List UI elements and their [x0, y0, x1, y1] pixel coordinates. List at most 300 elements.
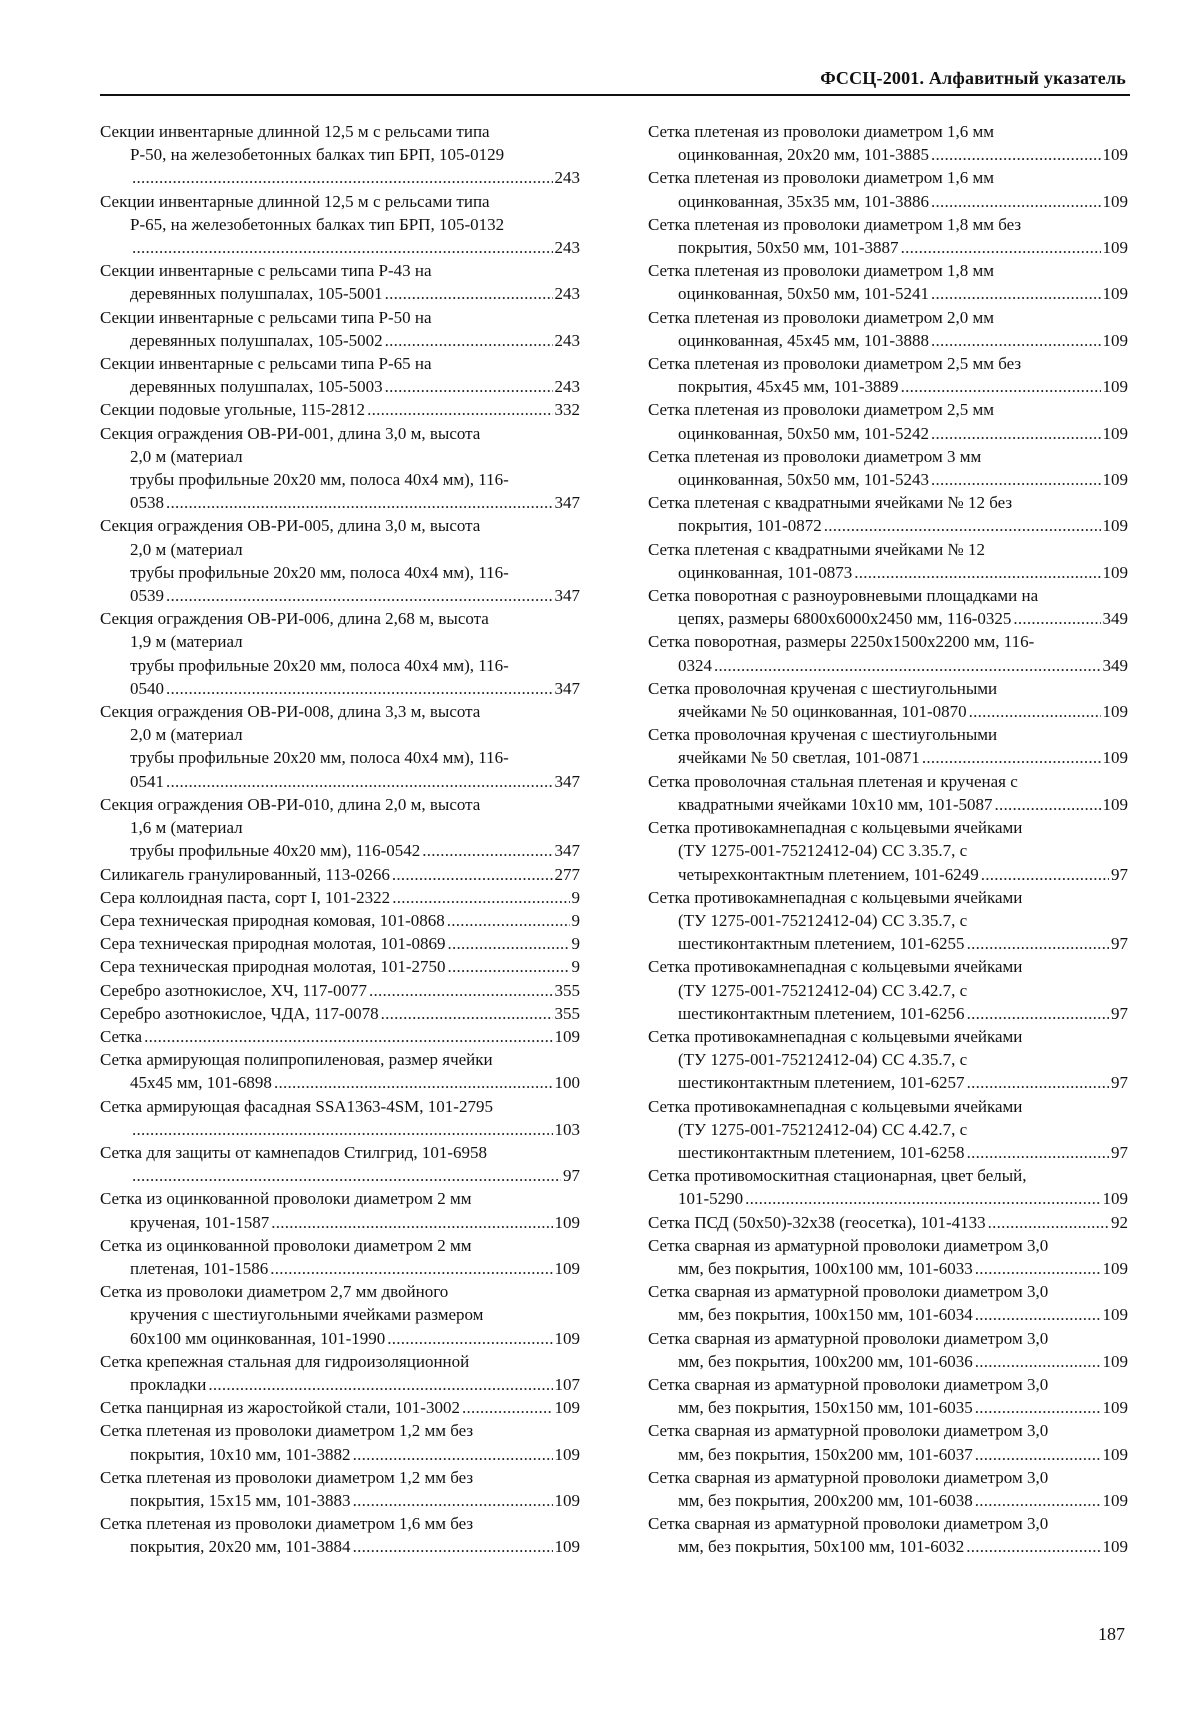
entry-title-line: Сетка из проволоки диаметром 2,7 мм двойного [100, 1282, 449, 1302]
entry-title-line: Сетка поворотная, размеры 2250х1500х2200 мм, 116- [648, 632, 1035, 652]
entry-page-ref: 109 [1102, 1444, 1128, 1464]
entry-page-ref: 347 [554, 678, 580, 698]
index-entry [648, 630, 1128, 676]
entry-title-line: Сетка проволочная стальная плетеная и крученая с [648, 771, 1018, 791]
entry-page-ref: 347 [554, 493, 580, 513]
dot-leader [270, 1257, 552, 1280]
dot-leader [392, 886, 569, 909]
entry-continuation-line: кручения с шестиугольными ячейками размером [130, 1305, 484, 1325]
entry-leader-line [100, 398, 580, 421]
entry-tail-text: Силикагель гранулированный, 113-0266 [100, 864, 390, 884]
index-entry [648, 584, 1128, 630]
entry-tail-text: шестиконтактным плетением, 101-6255 [678, 934, 965, 954]
entry-page-ref: 109 [1102, 1398, 1128, 1418]
dot-leader [271, 1211, 552, 1234]
entry-page-ref: 9 [571, 887, 580, 907]
entry-tail-text: прокладки [130, 1374, 207, 1394]
entry-tail-text: мм, без покрытия, 150х200 мм, 101-6037 [678, 1444, 973, 1464]
index-entry [100, 932, 580, 955]
entry-page-ref: 332 [554, 400, 580, 420]
entry-page-ref: 109 [1102, 1490, 1128, 1510]
dot-leader [714, 654, 1101, 677]
entry-tail-text: Сера техническая природная комовая, 101-0868 [100, 910, 445, 930]
entry-tail-text: ячейками № 50 оцинкованная, 101-0870 [678, 702, 967, 722]
entry-title-line: Сетка крепежная стальная для гидроизоляционной [100, 1351, 470, 1371]
index-entry [100, 1512, 580, 1558]
entry-tail-text: Серебро азотнокислое, ХЧ, 117-0077 [100, 980, 367, 1000]
entry-page-ref: 9 [571, 910, 580, 930]
index-column-left [100, 120, 580, 1559]
entry-page-ref: 349 [1102, 655, 1128, 675]
index-entry [648, 445, 1128, 491]
dot-leader [824, 514, 1101, 537]
entry-title-line: Секции инвентарные с рельсами типа Р-50 на [100, 307, 432, 327]
index-entry [100, 1025, 580, 1048]
entry-title-line: Сетка плетеная из проволоки диаметром 1,8 мм [648, 261, 995, 281]
index-entry [100, 1419, 580, 1465]
entry-leader-line [648, 1350, 1128, 1373]
index-entry [100, 955, 580, 978]
dot-leader [166, 491, 553, 514]
entry-continuation-line: 1,6 м (материал [130, 818, 243, 838]
entry-leader-line [648, 236, 1128, 259]
entry-page-ref: 109 [1102, 238, 1128, 258]
entry-title-line: Секции инвентарные длинной 12,5 м с рельсами типа [100, 191, 490, 211]
entry-page-ref: 109 [1102, 748, 1128, 768]
entry-tail-text: трубы профильные 40х20 мм), 116-0542 [130, 841, 421, 861]
index-entry [100, 1466, 580, 1512]
entry-title-line: Сетка противокамнепадная с кольцевыми ячейками [648, 1096, 1023, 1116]
entry-page-ref: 109 [554, 1328, 580, 1348]
entry-leader-line [648, 1396, 1128, 1419]
entry-page-ref: 92 [1111, 1212, 1128, 1232]
entry-leader-line [648, 329, 1128, 352]
entry-leader-line [100, 955, 580, 978]
dot-leader [981, 863, 1109, 886]
index-entry [100, 886, 580, 909]
entry-page-ref: 107 [554, 1374, 580, 1394]
dot-leader [975, 1489, 1101, 1512]
entry-page-ref: 349 [1102, 609, 1128, 629]
index-entry [100, 863, 580, 886]
entry-page-ref: 109 [1102, 1189, 1128, 1209]
entry-leader-line [648, 468, 1128, 491]
entry-leader-line [100, 584, 580, 607]
dot-leader [447, 909, 570, 932]
entry-title-line: Сетка сварная из арматурной проволоки диаметром 3,0 [648, 1421, 1049, 1441]
index-entry [648, 1164, 1128, 1210]
entry-page-ref: 109 [554, 1490, 580, 1510]
entry-page-ref: 243 [554, 330, 580, 350]
dot-leader [353, 1443, 553, 1466]
entry-leader-line [100, 1327, 580, 1350]
entry-title-line: Сетка плетеная с квадратными ячейками № 12 [648, 539, 985, 559]
entry-leader-line [100, 1257, 580, 1280]
entry-page-ref: 9 [571, 934, 580, 954]
entry-continuation-line: Р-65, на железобетонных балках тип БРП, 105-0132 [130, 214, 505, 234]
entry-title-line: Сетка плетеная из проволоки диаметром 2,5 мм без [648, 354, 1022, 374]
entry-leader-line [648, 932, 1128, 955]
index-entry [648, 1234, 1128, 1280]
entry-title-line: Сетка противокамнепадная с кольцевыми ячейками [648, 957, 1023, 977]
entry-tail-text: мм, без покрытия, 100х100 мм, 101-6033 [678, 1258, 973, 1278]
entry-page-ref: 347 [554, 586, 580, 606]
entry-tail-text: деревянных полушпалах, 105-5003 [130, 377, 383, 397]
entry-leader-line [648, 1071, 1128, 1094]
entry-tail-text: крученая, 101-1587 [130, 1212, 270, 1232]
entry-leader-line [100, 491, 580, 514]
entry-tail-text: покрытия, 10х10 мм, 101-3882 [130, 1444, 351, 1464]
entry-title-line: Сетка плетеная из проволоки диаметром 1,6 мм [648, 168, 995, 188]
entry-tail-text: 60х100 мм оцинкованная, 101-1990 [130, 1328, 386, 1348]
dot-leader [385, 375, 553, 398]
entry-leader-line [100, 1373, 580, 1396]
entry-tail-text: мм, без покрытия, 100х150 мм, 101-6034 [678, 1305, 973, 1325]
entry-tail-text: мм, без покрытия, 200х200 мм, 101-6038 [678, 1490, 973, 1510]
index-entry [100, 306, 580, 352]
entry-leader-line [100, 1211, 580, 1234]
entry-page-ref: 355 [554, 1003, 580, 1023]
entry-title-line: Сетка сварная из арматурной проволоки диаметром 3,0 [648, 1467, 1049, 1487]
entry-tail-text: оцинкованная, 101-0873 [678, 562, 853, 582]
dot-leader [385, 329, 553, 352]
entry-tail-text: оцинкованная, 35х35 мм, 101-3886 [678, 191, 930, 211]
entry-title-line: Сетка из оцинкованной проволоки диаметром 2 мм [100, 1189, 472, 1209]
entry-title-line: Сетка армирующая полипропиленовая, размер ячейки [100, 1050, 493, 1070]
dot-leader [967, 1141, 1109, 1164]
page-header [100, 64, 1130, 96]
index-entry [100, 1187, 580, 1233]
entry-page-ref: 109 [1102, 1351, 1128, 1371]
index-entry [648, 723, 1128, 769]
dot-leader [274, 1071, 553, 1094]
entry-page-ref: 109 [1102, 562, 1128, 582]
entry-leader-line [648, 700, 1128, 723]
entry-page-ref: 97 [563, 1166, 580, 1186]
dot-leader [931, 282, 1100, 305]
entry-leader-line [100, 1071, 580, 1094]
entry-page-ref: 109 [1102, 377, 1128, 397]
entry-title-line: Секции инвентарные с рельсами типа Р-65 на [100, 354, 432, 374]
index-column-right [648, 120, 1128, 1559]
index-entry [648, 955, 1128, 1025]
entry-continuation-line: (ТУ 1275-001-75212412-04) СС 3.35.7, с [678, 910, 968, 930]
dot-leader [1013, 607, 1100, 630]
entry-leader-line [100, 166, 580, 189]
index-entry [648, 1280, 1128, 1326]
entry-page-ref: 243 [554, 238, 580, 258]
dot-leader [166, 677, 553, 700]
entry-title-line: Сетка плетеная из проволоки диаметром 3 мм [648, 446, 982, 466]
index-entry [648, 1327, 1128, 1373]
entry-title-line: Сетка сварная из арматурной проволоки диаметром 3,0 [648, 1514, 1049, 1534]
dot-leader [931, 190, 1100, 213]
dot-leader [381, 1002, 553, 1025]
dot-leader [901, 375, 1101, 398]
entry-tail-text: Сетка [100, 1026, 143, 1046]
entry-title-line: Сетка плетеная из проволоки диаметром 2,5 мм [648, 400, 995, 420]
entry-page-ref: 243 [554, 168, 580, 188]
entry-page-ref: 347 [554, 841, 580, 861]
entry-title-line: Сетка противокамнепадная с кольцевыми ячейками [648, 887, 1023, 907]
dot-leader [967, 932, 1109, 955]
index-entry [648, 1373, 1128, 1419]
entry-leader-line [100, 932, 580, 955]
entry-tail-text: 0539 [130, 586, 164, 606]
entry-tail-text: Сетка ПСД (50х50)-32х38 (геосетка), 101-4133 [648, 1212, 986, 1232]
entry-leader-line [100, 677, 580, 700]
index-entry [100, 607, 580, 700]
entry-leader-line [100, 979, 580, 1002]
entry-leader-line [648, 746, 1128, 769]
entry-tail-text: четырехконтактным плетением, 101-6249 [678, 864, 979, 884]
dot-leader [392, 863, 553, 886]
dot-leader [353, 1535, 553, 1558]
entry-page-ref: 277 [554, 864, 580, 884]
index-entry [100, 120, 580, 190]
entry-leader-line [648, 422, 1128, 445]
entry-leader-line [100, 1443, 580, 1466]
index-entry [100, 514, 580, 607]
entry-page-ref: 355 [554, 980, 580, 1000]
dot-leader [988, 1211, 1109, 1234]
entry-page-ref: 109 [1102, 1305, 1128, 1325]
entry-title-line: Сетка из оцинкованной проволоки диаметром 2 мм [100, 1235, 472, 1255]
entry-title-line: Сетка сварная из арматурной проволоки диаметром 3,0 [648, 1328, 1049, 1348]
entry-leader-line [648, 190, 1128, 213]
entry-tail-text: Серебро азотнокислое, ЧДА, 117-0078 [100, 1003, 379, 1023]
index-entry [648, 1419, 1128, 1465]
entry-leader-line [100, 886, 580, 909]
entry-leader-line [648, 282, 1128, 305]
entry-leader-line [648, 1535, 1128, 1558]
entry-title-line: Сетка плетеная из проволоки диаметром 1,2 мм без [100, 1467, 474, 1487]
entry-title-line: Сетка проволочная крученая с шестиугольными [648, 678, 998, 698]
entry-continuation-line: (ТУ 1275-001-75212412-04) СС 3.35.7, с [678, 841, 968, 861]
index-entry [648, 1095, 1128, 1165]
entry-leader-line [100, 839, 580, 862]
index-entry [648, 677, 1128, 723]
entry-page-ref: 109 [1102, 470, 1128, 490]
index-entry [100, 793, 580, 863]
entry-tail-text: покрытия, 50х50 мм, 101-3887 [678, 238, 899, 258]
entry-continuation-line: (ТУ 1275-001-75212412-04) СС 4.42.7, с [678, 1119, 968, 1139]
entry-leader-line [100, 1118, 580, 1141]
entry-page-ref: 109 [1102, 702, 1128, 722]
entry-tail-text: 0540 [130, 678, 164, 698]
index-entry [648, 1512, 1128, 1558]
entry-tail-text: 0538 [130, 493, 164, 513]
entry-continuation-line: 1,9 м (материал [130, 632, 243, 652]
entry-title-line: Сетка поворотная с разноуровневыми площадками на [648, 586, 1039, 606]
index-entry [648, 213, 1128, 259]
dot-leader [132, 236, 553, 259]
entry-leader-line [100, 770, 580, 793]
entry-page-ref: 100 [554, 1073, 580, 1093]
entry-page-ref: 97 [1111, 1073, 1128, 1093]
entry-title-line: Сетка противокамнепадная с кольцевыми ячейками [648, 1026, 1023, 1046]
entry-title-line: Сетка плетеная из проволоки диаметром 1,8 мм без [648, 214, 1022, 234]
index-entry [100, 700, 580, 793]
entry-title-line: Сетка сварная из арматурной проволоки диаметром 3,0 [648, 1235, 1049, 1255]
entry-page-ref: 109 [1102, 1537, 1128, 1557]
entry-title-line: Сетка противомоскитная стационарная, цвет белый, [648, 1166, 1027, 1186]
entry-page-ref: 109 [1102, 423, 1128, 443]
entry-tail-text: 45х45 мм, 101-6898 [130, 1073, 272, 1093]
entry-leader-line [648, 514, 1128, 537]
entry-leader-line [648, 1002, 1128, 1025]
entry-leader-line [100, 1002, 580, 1025]
entry-continuation-line: Р-50, на железобетонных балках тип БРП, 105-0129 [130, 145, 505, 165]
entry-page-ref: 109 [554, 1212, 580, 1232]
entry-continuation-line: трубы профильные 20х20 мм, полоса 40х4 мм), 116- [130, 748, 509, 768]
index-entry [648, 770, 1128, 816]
entry-page-ref: 97 [1111, 864, 1128, 884]
entry-leader-line [100, 1489, 580, 1512]
dot-leader [931, 468, 1100, 491]
index-entry [100, 190, 580, 260]
entry-tail-text: шестиконтактным плетением, 101-6258 [678, 1142, 965, 1162]
entry-leader-line [648, 1257, 1128, 1280]
entry-title-line: Сетка для защиты от камнепадов Стилгрид, 101-6958 [100, 1142, 488, 1162]
dot-leader [975, 1396, 1101, 1419]
entry-page-ref: 97 [1111, 934, 1128, 954]
dot-leader [448, 955, 570, 978]
entry-leader-line [100, 375, 580, 398]
entry-leader-line [100, 1025, 580, 1048]
dot-leader [353, 1489, 553, 1512]
entry-page-ref: 9 [571, 957, 580, 977]
index-entry [648, 1025, 1128, 1095]
entry-tail-text: шестиконтактным плетением, 101-6257 [678, 1073, 965, 1093]
entry-leader-line [100, 282, 580, 305]
entry-tail-text: оцинкованная, 20х20 мм, 101-3885 [678, 145, 930, 165]
dot-leader [462, 1396, 553, 1419]
entry-page-ref: 109 [1102, 284, 1128, 304]
entry-tail-text: мм, без покрытия, 50х100 мм, 101-6032 [678, 1537, 965, 1557]
dot-leader [975, 1257, 1101, 1280]
index-entry [648, 1211, 1128, 1234]
index-entry [100, 422, 580, 515]
entry-title-line: Секция ограждения ОВ-РИ-005, длина 3,0 м, высота [100, 516, 481, 536]
entry-leader-line [648, 1303, 1128, 1326]
entry-page-ref: 109 [554, 1444, 580, 1464]
index-entry [648, 166, 1128, 212]
entry-tail-text: плетеная, 101-1586 [130, 1258, 269, 1278]
index-entry [648, 816, 1128, 886]
entry-title-line: Сетка плетеная из проволоки диаметром 1,2 мм без [100, 1421, 474, 1441]
index-entry [100, 1048, 580, 1094]
entry-page-ref: 109 [554, 1258, 580, 1278]
entry-leader-line [648, 1443, 1128, 1466]
index-entry [100, 1141, 580, 1187]
index-entry [100, 1234, 580, 1280]
entry-tail-text: оцинкованная, 50х50 мм, 101-5242 [678, 423, 930, 443]
entry-page-ref: 97 [1111, 1142, 1128, 1162]
entry-tail-text: шестиконтактным плетением, 101-6256 [678, 1003, 965, 1023]
entry-tail-text: деревянных полушпалах, 105-5002 [130, 330, 383, 350]
entry-leader-line [100, 236, 580, 259]
entry-continuation-line: 2,0 м (материал [130, 725, 243, 745]
entry-page-ref: 109 [554, 1398, 580, 1418]
entry-tail-text: оцинкованная, 50х50 мм, 101-5243 [678, 470, 930, 490]
dot-leader [422, 839, 552, 862]
entry-page-ref: 109 [1102, 145, 1128, 165]
dot-leader [132, 1164, 561, 1187]
entry-page-ref: 243 [554, 284, 580, 304]
dot-leader [967, 1071, 1109, 1094]
entry-title-line: Сетка противокамнепадная с кольцевыми ячейками [648, 818, 1023, 838]
entry-leader-line [648, 143, 1128, 166]
entry-page-ref: 97 [1111, 1003, 1128, 1023]
entry-leader-line [648, 607, 1128, 630]
index-entry [648, 259, 1128, 305]
index-entry [648, 306, 1128, 352]
dot-leader [369, 979, 553, 1002]
entry-title-line: Сетка сварная из арматурной проволоки диаметром 3,0 [648, 1374, 1049, 1394]
entry-leader-line [100, 329, 580, 352]
entry-tail-text: Сера техническая природная молотая, 101-2750 [100, 957, 446, 977]
entry-tail-text: 101-5290 [678, 1189, 744, 1209]
dot-leader [922, 746, 1101, 769]
entry-continuation-line: трубы профильные 20х20 мм, полоса 40х4 мм), 116- [130, 562, 509, 582]
entry-page-ref: 109 [1102, 516, 1128, 536]
index-entry [100, 398, 580, 421]
entry-tail-text: цепях, размеры 6800х6000х2450 мм, 116-0325 [678, 609, 1012, 629]
entry-page-ref: 109 [554, 1026, 580, 1046]
dot-leader [745, 1187, 1100, 1210]
entry-title-line: Секция ограждения ОВ-РИ-001, длина 3,0 м, высота [100, 423, 481, 443]
entry-continuation-line: 2,0 м (материал [130, 446, 243, 466]
entry-leader-line [648, 654, 1128, 677]
dot-leader [448, 932, 570, 955]
entry-leader-line [648, 561, 1128, 584]
index-entry [100, 1002, 580, 1025]
entry-tail-text: 0541 [130, 771, 164, 791]
dot-leader [166, 770, 553, 793]
dot-leader [144, 1025, 552, 1048]
dot-leader [967, 1002, 1109, 1025]
entry-tail-text: 0324 [678, 655, 712, 675]
entry-continuation-line: (ТУ 1275-001-75212412-04) СС 3.42.7, с [678, 980, 968, 1000]
entry-continuation-line: (ТУ 1275-001-75212412-04) СС 4.35.7, с [678, 1050, 968, 1070]
index-entry [100, 259, 580, 305]
dot-leader [387, 1327, 552, 1350]
entry-tail-text: мм, без покрытия, 150х150 мм, 101-6035 [678, 1398, 973, 1418]
entry-page-ref: 109 [1102, 1258, 1128, 1278]
dot-leader [132, 166, 553, 189]
dot-leader [975, 1443, 1101, 1466]
entry-leader-line [648, 1211, 1128, 1234]
index-entry [100, 979, 580, 1002]
entry-tail-text: покрытия, 15х15 мм, 101-3883 [130, 1490, 351, 1510]
entry-tail-text: покрытия, 101-0872 [678, 516, 822, 536]
index-entry [100, 1280, 580, 1350]
dot-leader [975, 1303, 1101, 1326]
entry-page-ref: 347 [554, 771, 580, 791]
entry-tail-text: Сера техническая природная молотая, 101-0869 [100, 934, 446, 954]
entry-tail-text: оцинкованная, 45х45 мм, 101-3888 [678, 330, 930, 350]
entry-page-ref: 243 [554, 377, 580, 397]
dot-leader [966, 1535, 1100, 1558]
entry-title-line: Сетка плетеная из проволоки диаметром 1,6 мм [648, 122, 995, 141]
header-title: ФССЦ-2001. Алфавитный указатель [820, 68, 1126, 88]
entry-leader-line [100, 1535, 580, 1558]
entry-continuation-line: 2,0 м (материал [130, 539, 243, 559]
dot-leader [208, 1373, 552, 1396]
dot-leader [969, 700, 1101, 723]
index-entry [648, 886, 1128, 956]
